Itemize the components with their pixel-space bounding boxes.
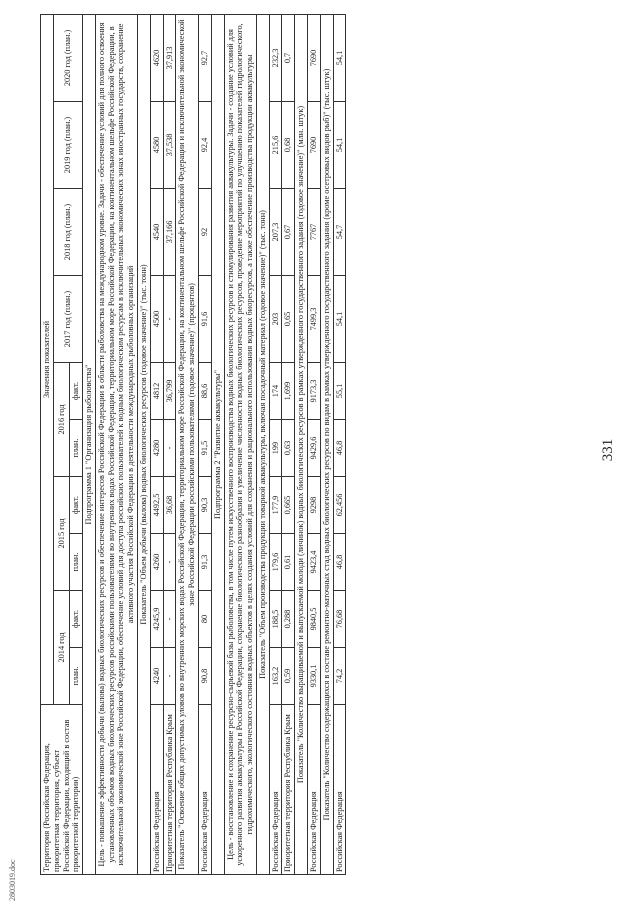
value-cell: 0,59 (282, 648, 295, 705)
value-cell: 9173,3 (307, 363, 320, 420)
territory-cell: Российская Федерация (307, 705, 320, 875)
header-plan: план. (70, 648, 83, 705)
value-cell: - (163, 648, 176, 705)
value-cell: 4620 (150, 14, 163, 101)
value-cell: 92,4 (198, 102, 211, 189)
header-fact: факт. (70, 477, 83, 534)
value-cell: 0,68 (282, 102, 295, 189)
territory-cell: Российская Федерация (333, 705, 346, 875)
value-cell: 4580 (150, 102, 163, 189)
value-cell: 188,5 (269, 591, 282, 648)
header-fact: факт. (70, 363, 83, 420)
value-cell: 37,913 (163, 14, 176, 101)
table-row (333, 14, 346, 874)
value-cell: 203 (269, 276, 282, 363)
indicator-name: Показатель "Освоение общих допустимых уловов во внутренних морских водах Российской Федерации, территориальном море Российской Федерации, на континентальном шельфе Российской Федерации и исключительной экономической зоне Российской Федерации российскими пользователями (годовое значение)" (процентов) (176, 14, 199, 874)
table-row (307, 14, 320, 874)
value-cell: 36,799 (163, 363, 176, 420)
value-cell: 179,6 (269, 534, 282, 591)
value-cell: 0,288 (282, 591, 295, 648)
value-cell: 0,65 (282, 276, 295, 363)
value-cell: 4245,9 (150, 591, 163, 648)
value-cell: 76,68 (333, 591, 346, 648)
value-cell: - (163, 591, 176, 648)
table-row (282, 14, 295, 874)
value-cell: 46,8 (333, 534, 346, 591)
value-cell: 4540 (150, 189, 163, 276)
value-cell: 0,61 (282, 534, 295, 591)
header-territory: Территория (Российская Федерация, приоритетная территория, субъект Российской Федерации, входящий в состав приоритетной территории) (41, 705, 83, 875)
value-cell: 163,2 (269, 648, 282, 705)
value-cell: 46,8 (333, 420, 346, 477)
indicators-table (40, 14, 346, 875)
territory-cell: Приоритетная территория Республика Крым (163, 705, 176, 875)
value-cell: 88,6 (198, 363, 211, 420)
value-cell: 1,699 (282, 363, 295, 420)
value-cell: 174 (269, 363, 282, 420)
table-row (198, 14, 211, 874)
indicator-name: Показатель "Количество выращиваемой и выпускаемой молоди (личинок) водных биологических ресурсов в рамках утвержденного государственного задания (годовое значение)" (млн. штук) (295, 14, 308, 874)
value-cell: 199 (269, 420, 282, 477)
value-cell: 91,3 (198, 534, 211, 591)
table-row (163, 14, 176, 874)
value-cell: 37,538 (163, 102, 176, 189)
value-cell: 4812 (150, 363, 163, 420)
value-cell: 4500 (150, 276, 163, 363)
value-cell: - (163, 420, 176, 477)
territory-cell: Российская Федерация (198, 705, 211, 875)
value-cell: - (163, 534, 176, 591)
value-cell: 7690 (307, 102, 320, 189)
header-plan: план. (70, 420, 83, 477)
value-cell: 9423,4 (307, 534, 320, 591)
value-cell: 54,7 (333, 189, 346, 276)
territory-cell: Приоритетная территория Республика Крым (282, 705, 295, 875)
indicator-name: Показатель "Объем производства продукции товарной аквакультуры, включая посадочный материал (годовое значение)" (тыс. тонн) (256, 14, 269, 874)
value-cell: 232,3 (269, 14, 282, 101)
value-cell: 90,3 (198, 477, 211, 534)
value-cell: 91,5 (198, 420, 211, 477)
value-cell: 4260 (150, 534, 163, 591)
indicator-name: Показатель "Количество содержащихся в составе ремонтно-маточных стад водных биологических ресурсов по видам в рамках утвержденного государственного задания (кроме осетровых видов рыб)" (тыс. штук) (320, 14, 333, 874)
value-cell: 7690 (307, 14, 320, 101)
value-cell: 92,7 (198, 14, 211, 101)
value-cell: 62,456 (333, 477, 346, 534)
value-cell: 9840,5 (307, 591, 320, 648)
table-row (269, 14, 282, 874)
value-cell: 4280 (150, 420, 163, 477)
value-cell: 4492,5 (150, 477, 163, 534)
header-year: 2018 год (план.) (53, 189, 82, 276)
subprogram-title: Подпрограмма 1 "Организация рыболовства" (83, 14, 96, 874)
value-cell: 9330,1 (307, 648, 320, 705)
value-cell: 37,166 (163, 189, 176, 276)
header-plan: план. (70, 534, 83, 591)
header-fact: факт. (70, 591, 83, 648)
header-year: 2019 год (план.) (53, 102, 82, 189)
value-cell: 92 (198, 189, 211, 276)
value-cell: - (163, 276, 176, 363)
footer-code: 2803019.doc (8, 859, 17, 901)
value-cell: 177,9 (269, 477, 282, 534)
value-cell: 215,6 (269, 102, 282, 189)
value-cell: 80 (198, 591, 211, 648)
header-year: 2017 год (план.) (53, 276, 82, 363)
page-number: 331 (600, 438, 616, 462)
header-year: 2016 год (53, 363, 70, 477)
value-cell: 9429,6 (307, 420, 320, 477)
territory-cell: Российская Федерация (150, 705, 163, 875)
header-year: 2020 год (план.) (53, 14, 82, 101)
indicator-name: Показатель "Объем добычи (вылова) водных биологических ресурсов (годовое значение)" (тыс. тонн) (138, 14, 151, 874)
value-cell: 36,68 (163, 477, 176, 534)
value-cell: 4240 (150, 648, 163, 705)
subprogram-goal: Цель - повышение эффективности добычи (вылова) водных биологических ресурсов и обеспечение интересов Российской Федерации в области рыболовства на международном уровне. Задачи - обеспечение условий для полного освоения установленных объемов водных биологических ресурсов российскими пользователями во внутренних водах Российской Федерации, территориальном море Российской Федерации, на континентальном шельфе Российской Федерации, в исключительной экономической зоне Российской Федерации, обеспечение условий для доступа российских пользователей к водным биологическим ресурсам в исключительных экономических зонах иностранных государств, сохранение активного участия Российской Федерации в деятельности международных рыболовных организаций (95, 14, 137, 874)
value-cell: 0,63 (282, 420, 295, 477)
value-cell: 54,1 (333, 276, 346, 363)
header-indicators-values: Значения показателей (41, 14, 54, 704)
table-row (150, 14, 163, 874)
subprogram-goal: Цель - восстановление и сохранение ресурсно-сырьевой базы рыболовства, в том числе путем искусственного воспроизводства водных биологических ресурсов и стимулирования развития аквакультуры. Задачи - создание условий для ускоренного развития аквакультуры в Российской Федерации, сохранение биологического разнообразия и увеличение численности водных биологических ресурсов, проведение мероприятий по улучшению показателей гидрологического, гидрохимического, экологического состояния водных объектов в целях создания условий для сохранения и рационального использования водных биоресурсов, а также обеспечение производства продукции аквакультуры (224, 14, 256, 874)
header-year: 2014 год (53, 591, 70, 705)
value-cell: 54,1 (333, 102, 346, 189)
value-cell: 9298 (307, 477, 320, 534)
header-year: 2015 год (53, 477, 70, 591)
territory-cell: Российская Федерация (269, 705, 282, 875)
value-cell: 0,67 (282, 189, 295, 276)
subprogram-title: Подпрограмма 2 "Развитие аквакультуры" (211, 14, 224, 874)
value-cell: 54,1 (333, 14, 346, 101)
value-cell: 74,2 (333, 648, 346, 705)
value-cell: 7499,3 (307, 276, 320, 363)
value-cell: 0,7 (282, 14, 295, 101)
value-cell: 55,1 (333, 363, 346, 420)
value-cell: 90,8 (198, 648, 211, 705)
value-cell: 207,3 (269, 189, 282, 276)
value-cell: 91,6 (198, 276, 211, 363)
value-cell: 0,665 (282, 477, 295, 534)
value-cell: 7767 (307, 189, 320, 276)
